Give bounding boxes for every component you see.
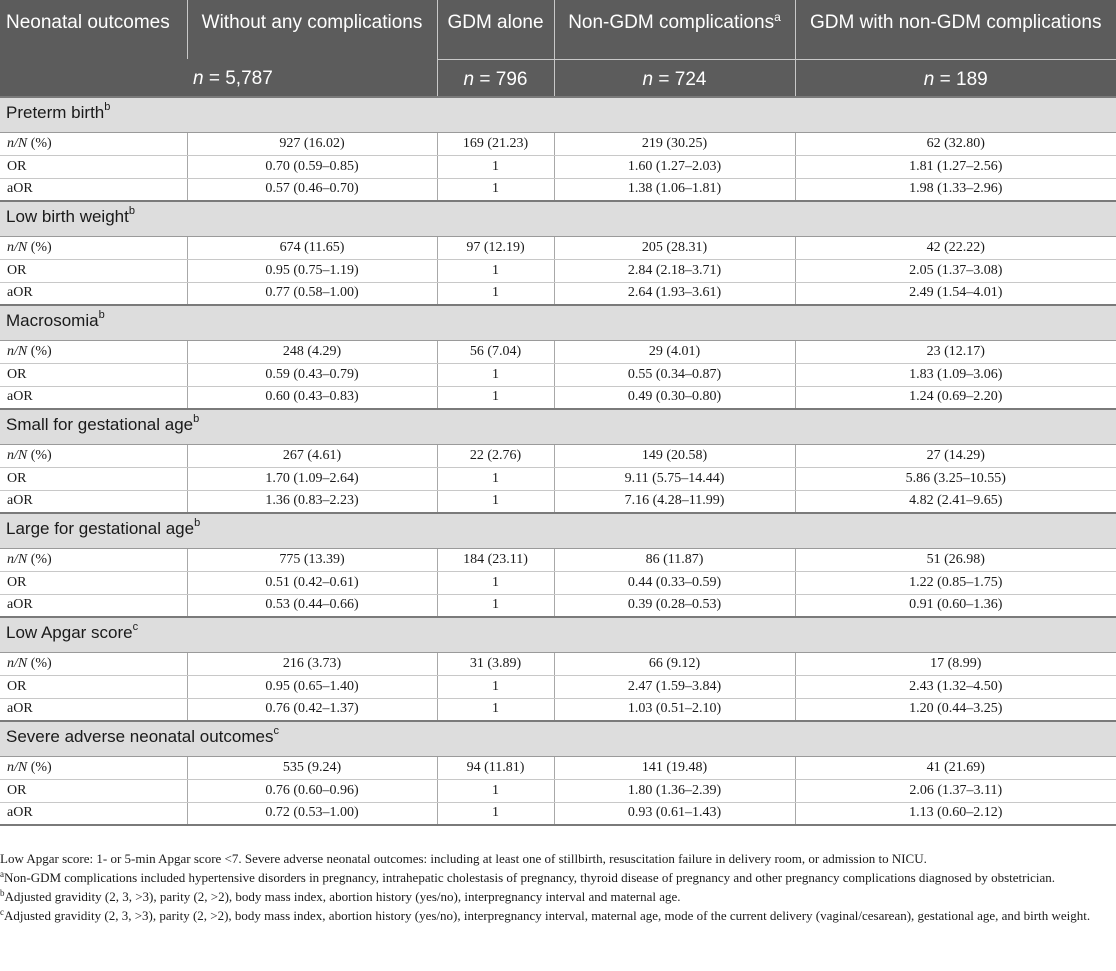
header-row-titles (0, 0, 1116, 59)
row-label (0, 756, 187, 779)
data-cell: 1.60 (1.27–2.03) (554, 155, 795, 178)
data-cell: 0.49 (0.30–0.80) (554, 386, 795, 409)
section-title (0, 513, 1116, 548)
header-without-complications: Without any complications (187, 0, 437, 59)
data-cell: 1.24 (0.69–2.20) (795, 386, 1116, 409)
data-cell: 5.86 (3.25–10.55) (795, 467, 1116, 490)
row-label: aOR (0, 386, 187, 409)
nN-row (0, 444, 1116, 467)
data-cell: 1 (437, 490, 554, 513)
data-cell: 205 (28.31) (554, 236, 795, 259)
n-symbol: n (923, 68, 935, 90)
row-label (0, 548, 187, 571)
row-label-rest: (%) (27, 135, 52, 151)
row-label: OR (0, 259, 187, 282)
data-cell: 31 (3.89) (437, 652, 554, 675)
header-neonatal-outcomes: Neonatal outcomes (0, 0, 187, 97)
data-cell: 2.49 (1.54–4.01) (795, 282, 1116, 305)
section-header-row (0, 721, 1116, 756)
section-footnote-marker: c (273, 725, 279, 737)
section-footnote-marker: b (128, 205, 135, 217)
section-header-row (0, 513, 1116, 548)
data-cell: 1 (437, 698, 554, 721)
data-cell: 0.93 (0.61–1.43) (554, 802, 795, 825)
section-title (0, 617, 1116, 652)
row-label-italic: n/N (7, 343, 28, 359)
row-label-italic: n/N (7, 655, 28, 671)
row-label: aOR (0, 594, 187, 617)
data-cell: 216 (3.73) (187, 652, 437, 675)
or-row (0, 779, 1116, 802)
nN-row (0, 132, 1116, 155)
data-cell: 1 (437, 386, 554, 409)
data-cell: 51 (26.98) (795, 548, 1116, 571)
data-cell: 22 (2.76) (437, 444, 554, 467)
or-row (0, 155, 1116, 178)
data-cell: 2.06 (1.37–3.11) (795, 779, 1116, 802)
footnote-c (0, 906, 1116, 925)
data-cell: 149 (20.58) (554, 444, 795, 467)
n-without-complications (187, 59, 437, 97)
n-gdm-alone (437, 59, 554, 97)
data-cell: 267 (4.61) (187, 444, 437, 467)
row-label-rest: (%) (27, 655, 52, 671)
n-value: = 189 (939, 68, 988, 90)
aor-row (0, 698, 1116, 721)
row-label-italic: n/N (7, 239, 28, 255)
row-label: OR (0, 363, 187, 386)
data-cell: 23 (12.17) (795, 340, 1116, 363)
row-label-rest: (%) (27, 343, 52, 359)
data-cell: 1.13 (0.60–2.12) (795, 802, 1116, 825)
data-cell: 1.03 (0.51–2.10) (554, 698, 795, 721)
data-cell: 4.82 (2.41–9.65) (795, 490, 1116, 513)
section-title-text: Large for gestational age (6, 519, 195, 538)
data-cell: 41 (21.69) (795, 756, 1116, 779)
data-cell: 0.77 (0.58–1.00) (187, 282, 437, 305)
aor-row (0, 594, 1116, 617)
table-footnotes (0, 849, 1116, 925)
n-symbol: n (463, 68, 475, 90)
data-cell: 1 (437, 675, 554, 698)
nN-row (0, 340, 1116, 363)
data-cell: 94 (11.81) (437, 756, 554, 779)
footnote-c-mark: c (0, 907, 4, 917)
data-cell: 775 (13.39) (187, 548, 437, 571)
data-cell: 0.55 (0.34–0.87) (554, 363, 795, 386)
section-header-row (0, 97, 1116, 132)
section-title-text: Preterm birth (6, 103, 105, 122)
section-title-text: Low Apgar score (6, 623, 133, 642)
section-header-row (0, 617, 1116, 652)
table-body (0, 97, 1116, 825)
data-cell: 248 (4.29) (187, 340, 437, 363)
data-cell: 1.81 (1.27–2.56) (795, 155, 1116, 178)
data-cell: 1 (437, 259, 554, 282)
row-label-italic: n/N (7, 759, 28, 775)
n-symbol: n (193, 68, 204, 89)
row-label: aOR (0, 802, 187, 825)
data-cell: 86 (11.87) (554, 548, 795, 571)
data-cell: 0.76 (0.60–0.96) (187, 779, 437, 802)
or-row (0, 675, 1116, 698)
data-cell: 1 (437, 178, 554, 201)
row-label-italic: n/N (7, 135, 28, 151)
nN-row (0, 236, 1116, 259)
section-footnote-marker: b (193, 413, 200, 425)
row-label: OR (0, 571, 187, 594)
data-cell: 0.60 (0.43–0.83) (187, 386, 437, 409)
section-title (0, 409, 1116, 444)
data-cell: 1.36 (0.83–2.23) (187, 490, 437, 513)
table-header (0, 0, 1116, 97)
footnote-a (0, 868, 1116, 887)
section-title-text: Small for gestational age (6, 415, 194, 434)
row-label: aOR (0, 490, 187, 513)
or-row (0, 467, 1116, 490)
section-header-row (0, 201, 1116, 236)
data-cell: 1.22 (0.85–1.75) (795, 571, 1116, 594)
aor-row (0, 802, 1116, 825)
data-cell: 535 (9.24) (187, 756, 437, 779)
row-label-rest: (%) (27, 759, 52, 775)
data-cell: 27 (14.29) (795, 444, 1116, 467)
data-cell: 1 (437, 594, 554, 617)
n-value: = 5,787 (208, 68, 273, 89)
footnote-b (0, 887, 1116, 906)
data-cell: 66 (9.12) (554, 652, 795, 675)
nN-row (0, 652, 1116, 675)
or-row (0, 363, 1116, 386)
row-label: OR (0, 467, 187, 490)
footnote-c-text: Adjusted gravidity (2, 3, >3), parity (2, >2), body mass index, abortion history (yes/no), interpregnancy interval, maternal age, mode of the current delivery (vaginal/cesarean), gestational age, and birth weight. (4, 908, 1091, 923)
aor-row (0, 282, 1116, 305)
section-title-text: Low birth weight (6, 207, 129, 226)
row-label (0, 236, 187, 259)
section-title-text: Macrosomia (6, 311, 99, 330)
row-label-rest: (%) (27, 447, 52, 463)
section-title-text: Severe adverse neonatal outcomes (6, 727, 274, 746)
data-cell: 0.95 (0.75–1.19) (187, 259, 437, 282)
n-value: = 796 (479, 68, 528, 90)
data-cell: 1.70 (1.09–2.64) (187, 467, 437, 490)
row-label (0, 652, 187, 675)
data-cell: 0.95 (0.65–1.40) (187, 675, 437, 698)
row-label (0, 444, 187, 467)
row-label: OR (0, 779, 187, 802)
or-row (0, 259, 1116, 282)
row-label-rest: (%) (27, 551, 52, 567)
data-cell: 1 (437, 467, 554, 490)
data-cell: 184 (23.11) (437, 548, 554, 571)
data-cell: 2.64 (1.93–3.61) (554, 282, 795, 305)
data-cell: 0.44 (0.33–0.59) (554, 571, 795, 594)
header-gdm-alone: GDM alone (437, 0, 554, 59)
data-cell: 0.57 (0.46–0.70) (187, 178, 437, 201)
data-cell: 0.51 (0.42–0.61) (187, 571, 437, 594)
nN-row (0, 756, 1116, 779)
data-cell: 1.83 (1.09–3.06) (795, 363, 1116, 386)
data-cell: 2.43 (1.32–4.50) (795, 675, 1116, 698)
row-label (0, 340, 187, 363)
section-footnote-marker: c (132, 621, 139, 633)
n-value: = 724 (658, 68, 707, 90)
data-cell: 7.16 (4.28–11.99) (554, 490, 795, 513)
data-cell: 1 (437, 779, 554, 802)
data-cell: 1 (437, 571, 554, 594)
header-non-gdm-complications (554, 0, 795, 59)
data-cell: 0.53 (0.44–0.66) (187, 594, 437, 617)
data-cell: 1.80 (1.36–2.39) (554, 779, 795, 802)
data-cell: 0.91 (0.60–1.36) (795, 594, 1116, 617)
data-cell: 2.05 (1.37–3.08) (795, 259, 1116, 282)
row-label-rest: (%) (27, 239, 52, 255)
data-cell: 2.84 (2.18–3.71) (554, 259, 795, 282)
data-cell: 0.39 (0.28–0.53) (554, 594, 795, 617)
data-cell: 0.76 (0.42–1.37) (187, 698, 437, 721)
row-label (0, 132, 187, 155)
row-label: OR (0, 155, 187, 178)
header-gdm-with-non-gdm: GDM with non-GDM complications (795, 0, 1116, 59)
nN-row (0, 548, 1116, 571)
data-cell: 1 (437, 282, 554, 305)
data-cell: 42 (22.22) (795, 236, 1116, 259)
section-header-row (0, 409, 1116, 444)
section-title (0, 201, 1116, 236)
data-cell: 56 (7.04) (437, 340, 554, 363)
data-cell: 0.72 (0.53–1.00) (187, 802, 437, 825)
data-cell: 97 (12.19) (437, 236, 554, 259)
data-cell: 1 (437, 363, 554, 386)
section-title (0, 97, 1116, 132)
aor-row (0, 386, 1116, 409)
section-footnote-marker: b (194, 517, 201, 529)
n-non-gdm (554, 59, 795, 97)
row-label-italic: n/N (7, 447, 28, 463)
data-cell: 9.11 (5.75–14.44) (554, 467, 795, 490)
data-cell: 17 (8.99) (795, 652, 1116, 675)
data-cell: 169 (21.23) (437, 132, 554, 155)
row-label-italic: n/N (7, 551, 28, 567)
data-cell: 219 (30.25) (554, 132, 795, 155)
section-footnote-marker: b (98, 309, 105, 321)
n-gdm-with-non-gdm (795, 59, 1116, 97)
n-symbol: n (642, 68, 654, 90)
data-cell: 1 (437, 155, 554, 178)
aor-row (0, 178, 1116, 201)
section-header-row (0, 305, 1116, 340)
footnote-a-text: Non-GDM complications included hypertensive disorders in pregnancy, intrahepatic cholestasis of pregnancy, thyroid disease of pregnancy and other pregnancy complications diagnosed by obstetrician. (4, 870, 1056, 885)
data-cell: 29 (4.01) (554, 340, 795, 363)
data-cell: 674 (11.65) (187, 236, 437, 259)
data-cell: 141 (19.48) (554, 756, 795, 779)
footnote-b-text: Adjusted gravidity (2, 3, >3), parity (2, >2), body mass index, abortion history (yes/no), interpregnancy interval and maternal age. (4, 889, 681, 904)
row-label: aOR (0, 698, 187, 721)
data-cell: 1 (437, 802, 554, 825)
section-title (0, 305, 1116, 340)
data-cell: 1.20 (0.44–3.25) (795, 698, 1116, 721)
header-non-gdm-text: Non-GDM complications (568, 12, 775, 33)
row-label: aOR (0, 178, 187, 201)
row-label: OR (0, 675, 187, 698)
footnote-b-mark: b (0, 888, 5, 898)
data-cell: 927 (16.02) (187, 132, 437, 155)
or-row (0, 571, 1116, 594)
footnote-a-mark: a (0, 869, 4, 879)
footnote-general: Low Apgar score: 1- or 5-min Apgar score <7. Severe adverse neonatal outcomes: including at least one of stillbirth, resuscitation failure in delivery room, or admission to NICU. (0, 851, 927, 866)
section-footnote-marker: b (104, 101, 111, 113)
data-cell: 1.38 (1.06–1.81) (554, 178, 795, 201)
data-cell: 0.70 (0.59–0.85) (187, 155, 437, 178)
aor-row (0, 490, 1116, 513)
row-label: aOR (0, 282, 187, 305)
data-cell: 62 (32.80) (795, 132, 1116, 155)
data-cell: 2.47 (1.59–3.84) (554, 675, 795, 698)
section-title (0, 721, 1116, 756)
footnote-marker-a: a (774, 10, 781, 24)
data-cell: 1.98 (1.33–2.96) (795, 178, 1116, 201)
data-cell: 0.59 (0.43–0.79) (187, 363, 437, 386)
